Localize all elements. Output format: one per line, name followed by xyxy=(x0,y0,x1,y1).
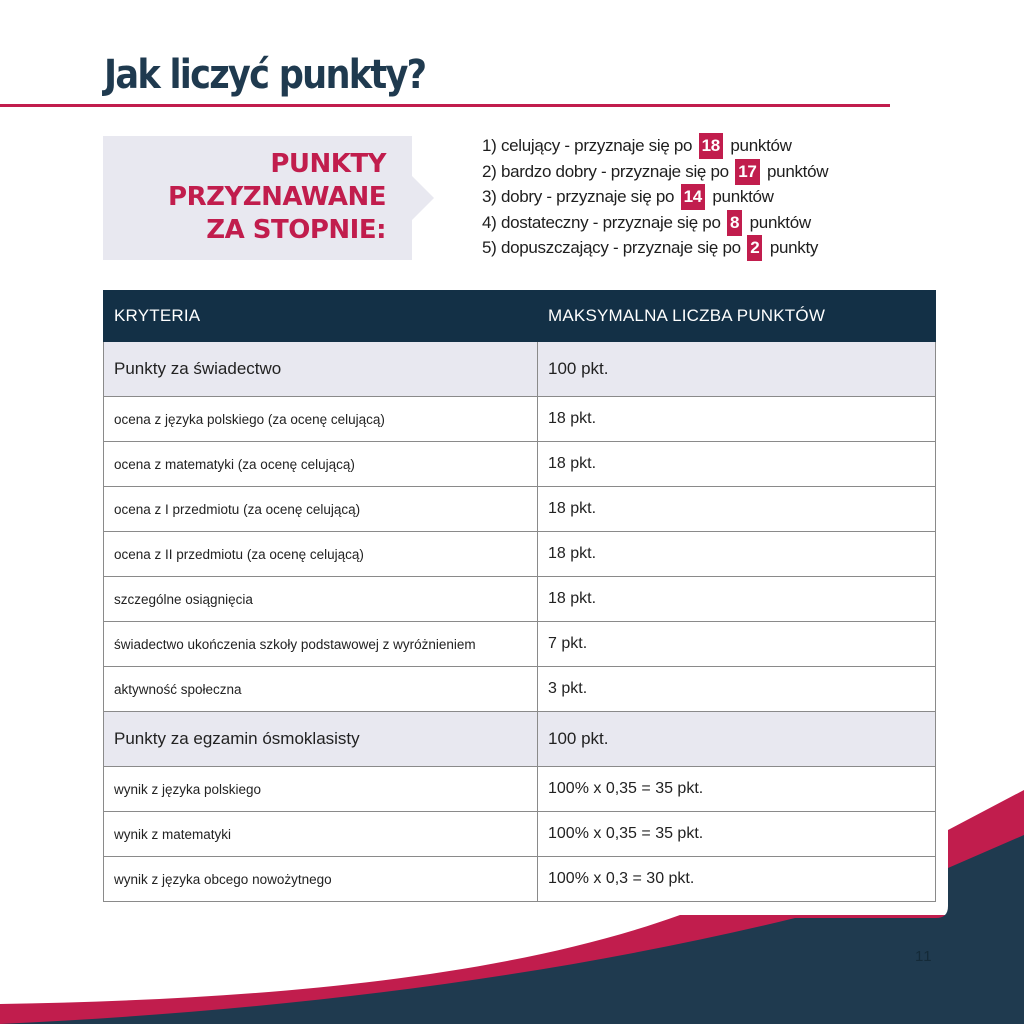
grade-unit: punkty xyxy=(769,238,819,257)
criterion-cell: świadectwo ukończenia szkoły podstawowej z wyróżnieniem xyxy=(104,622,538,667)
max-points-cell: 18 pkt. xyxy=(538,442,936,487)
max-points-cell: 100 pkt. xyxy=(538,712,936,767)
points-badge: 2 xyxy=(747,235,762,261)
table-row xyxy=(104,442,936,487)
criterion-cell: Punkty za świadectwo xyxy=(104,342,538,397)
grade-description: 3) dobry - przyznaje się po xyxy=(482,187,675,206)
points-badge: 8 xyxy=(727,210,742,236)
label-line: ZA STOPNIE: xyxy=(206,215,386,245)
grade-item xyxy=(482,159,828,185)
page-title: Jak liczyć punkty? xyxy=(104,52,426,98)
page-number: 11 xyxy=(915,948,933,965)
grade-description: 1) celujący - przyznaje się po xyxy=(482,136,693,155)
grade-points-list xyxy=(482,133,828,261)
column-header-criteria: KRYTERIA xyxy=(104,291,538,342)
criterion-cell: ocena z II przedmiotu (za ocenę celującą) xyxy=(104,532,538,577)
label-line: PRZYZNAWANE xyxy=(168,182,386,212)
grade-item xyxy=(482,235,828,261)
table-row xyxy=(104,622,936,667)
pointer-arrow-icon xyxy=(412,176,434,220)
grade-item xyxy=(482,210,828,236)
grade-unit: punktów xyxy=(749,212,811,232)
max-points-cell: 100 pkt. xyxy=(538,342,936,397)
grade-unit: punktów xyxy=(712,187,774,206)
grade-item xyxy=(482,184,828,210)
criterion-cell: ocena z matematyki (za ocenę celującą) xyxy=(104,442,538,487)
max-points-cell: 100% x 0,3 = 30 pkt. xyxy=(538,857,936,902)
table-section-row xyxy=(104,712,936,767)
column-header-max-points: MAKSYMALNA LICZBA PUNKTÓW xyxy=(538,291,936,342)
criterion-cell: Punkty za egzamin ósmoklasisty xyxy=(104,712,538,767)
grade-description: 4) dostateczny - przyznaje się po xyxy=(482,212,721,232)
max-points-cell: 100% x 0,35 = 35 pkt. xyxy=(538,767,936,812)
grade-unit: punktów xyxy=(767,161,829,181)
table-row xyxy=(104,532,936,577)
table-row xyxy=(104,667,936,712)
max-points-cell: 3 pkt. xyxy=(538,667,936,712)
criteria-table xyxy=(103,290,936,902)
criterion-cell: wynik z języka obcego nowożytnego xyxy=(104,857,538,902)
table-row xyxy=(104,767,936,812)
table-row xyxy=(104,812,936,857)
label-line: PUNKTY xyxy=(270,149,386,179)
max-points-cell: 18 pkt. xyxy=(538,577,936,622)
criterion-cell: szczególne osiągnięcia xyxy=(104,577,538,622)
title-underline xyxy=(0,104,890,107)
criterion-cell: ocena z I przedmiotu (za ocenę celującą) xyxy=(104,487,538,532)
table-row xyxy=(104,577,936,622)
points-badge: 14 xyxy=(681,184,705,210)
grade-unit: punktów xyxy=(730,136,792,155)
points-badge: 18 xyxy=(699,133,723,159)
table-row xyxy=(104,487,936,532)
grade-description: 5) dopuszczający - przyznaje się po xyxy=(482,238,741,257)
table-row xyxy=(104,857,936,902)
table-row xyxy=(104,397,936,442)
max-points-cell: 100% x 0,35 = 35 pkt. xyxy=(538,812,936,857)
criterion-cell: wynik z języka polskiego xyxy=(104,767,538,812)
max-points-cell: 18 pkt. xyxy=(538,532,936,577)
criterion-cell: aktywność społeczna xyxy=(104,667,538,712)
grade-item xyxy=(482,133,828,159)
criterion-cell: ocena z języka polskiego (za ocenę celującą) xyxy=(104,397,538,442)
max-points-cell: 18 pkt. xyxy=(538,397,936,442)
criterion-cell: wynik z matematyki xyxy=(104,812,538,857)
points-badge: 17 xyxy=(735,159,759,185)
max-points-cell: 18 pkt. xyxy=(538,487,936,532)
max-points-cell: 7 pkt. xyxy=(538,622,936,667)
grade-points-label-box xyxy=(103,136,412,260)
table-header-row xyxy=(104,291,936,342)
table-section-row xyxy=(104,342,936,397)
grade-description: 2) bardzo dobry - przyznaje się po xyxy=(482,161,729,181)
grade-points-label xyxy=(168,148,386,247)
